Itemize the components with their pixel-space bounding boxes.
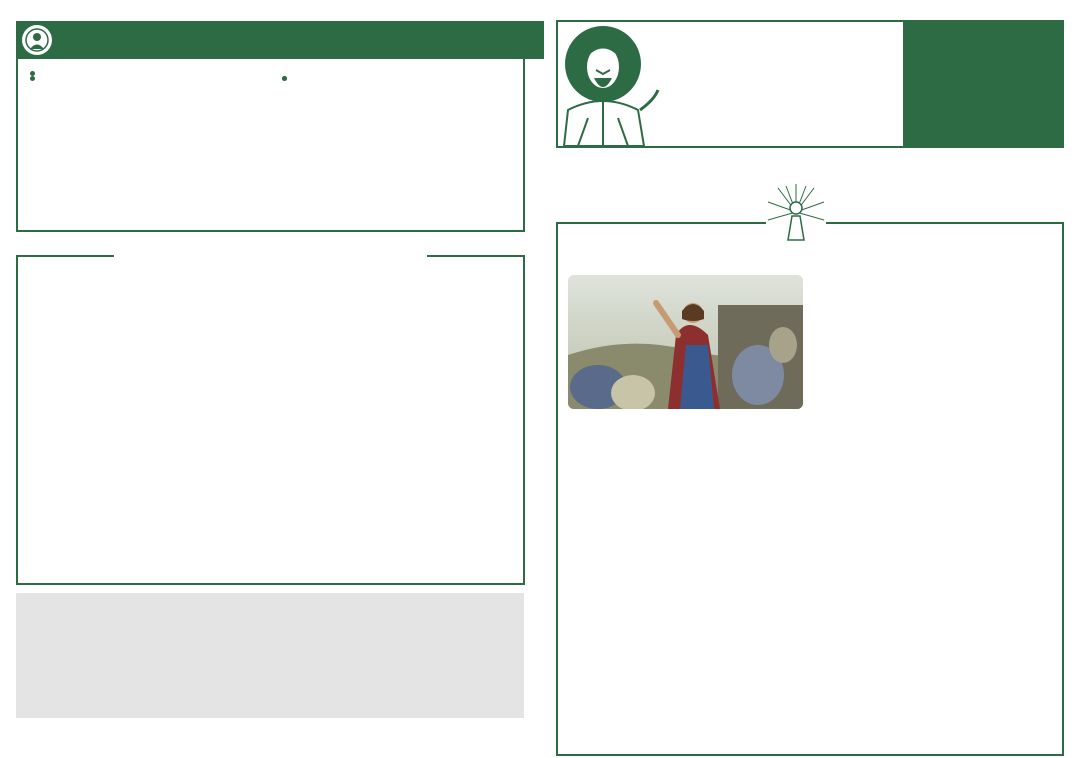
frame-line-left — [18, 255, 114, 257]
saint-logo-icon — [22, 25, 52, 55]
radiant-christ-icon — [766, 182, 826, 242]
frame-line-right — [427, 255, 523, 257]
masthead-number-block — [903, 20, 1064, 148]
notices-column-1 — [28, 66, 278, 71]
parish-info-box — [16, 593, 524, 718]
reflection-text — [816, 546, 1056, 552]
notices-box — [16, 59, 525, 232]
parish-header-bar — [16, 21, 544, 59]
mass-schedule-box — [16, 255, 525, 585]
gospel-text-right — [816, 274, 1056, 278]
jesus-teaching-painting — [568, 275, 803, 409]
saint-portrait-icon — [558, 22, 662, 146]
notices-column-2 — [280, 66, 520, 71]
masthead-title — [666, 22, 672, 38]
gospel-text-left — [568, 446, 808, 450]
